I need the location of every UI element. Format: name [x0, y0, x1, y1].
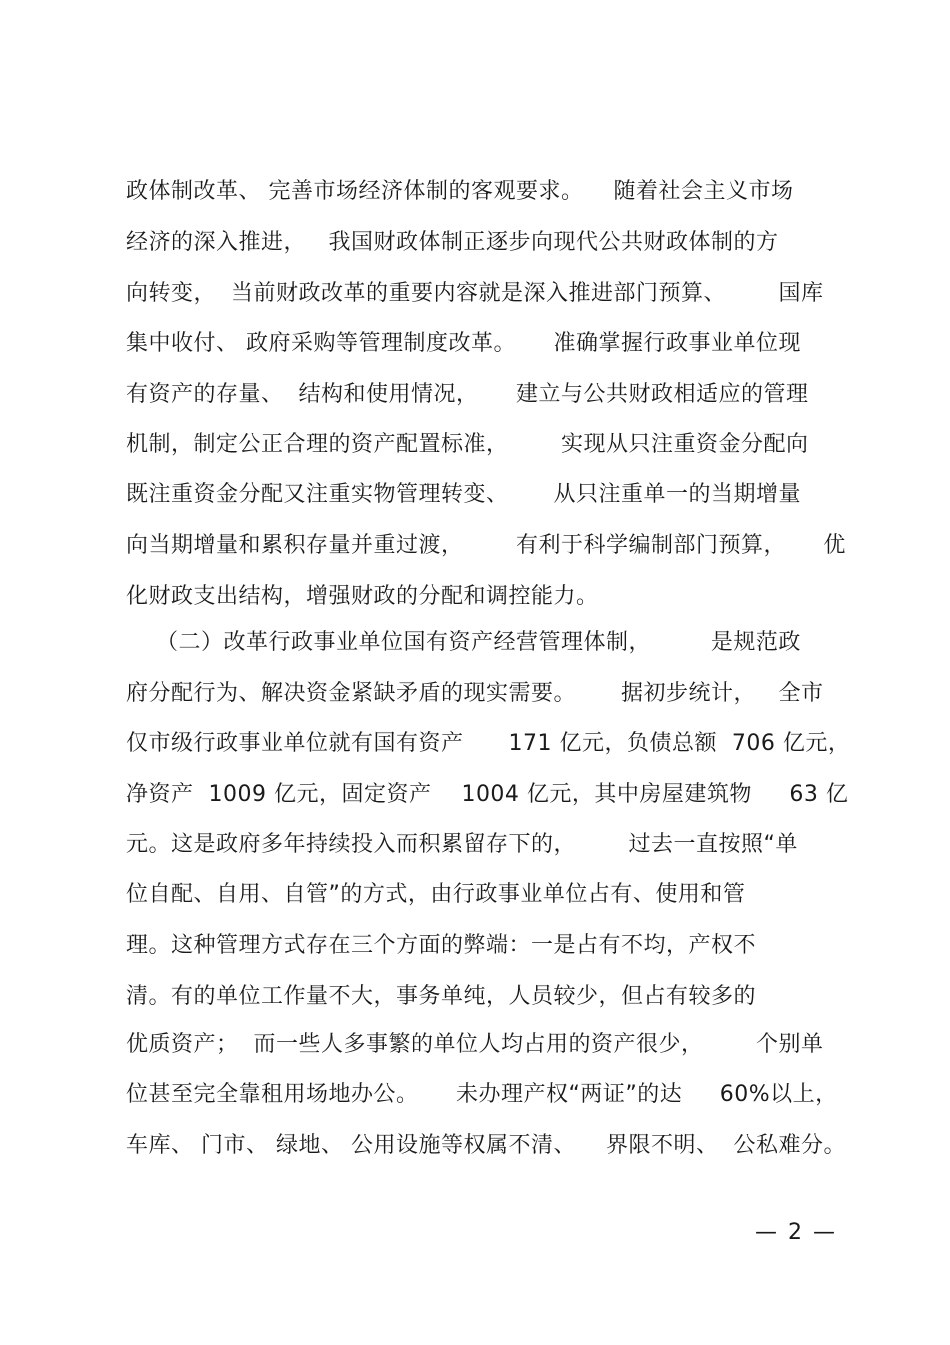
paragraph-heading-line: （二）改革行政事业单位国有资产经营管理体制， 是规范政 [126, 630, 801, 655]
text-line: 向转变， 当前财政改革的重要内容就是深入推进部门预算、 国库 [126, 281, 824, 306]
text-line: 府分配行为、解决资金紧缺矛盾的现实需要。 据初步统计， 全市 [126, 681, 824, 706]
text-line: 政体制改革、 完善市场经济体制的客观要求。 随着社会主义市场 [126, 179, 794, 204]
text-line: 集中收付、 政府采购等管理制度改革。 准确掌握行政事业单位现 [126, 331, 801, 356]
text-line: 既注重资金分配又注重实物管理转变、 从只注重单一的当期增量 [126, 482, 801, 507]
text-line: 位自配、自用、自管”的方式，由行政事业单位占有、使用和管 [126, 882, 746, 907]
text-line: 清。有的单位工作量不大，事务单纯，人员较少，但占有较多的 [126, 984, 757, 1009]
text-line: 有资产的存量、 结构和使用情况， 建立与公共财政相适应的管理 [126, 382, 809, 407]
text-line: 仅市级行政事业单位就有国有资产 171 亿元，负债总额 706 亿元， [126, 731, 851, 756]
text-line: 经济的深入推进， 我国财政体制正逐步向现代公共财政体制的方 [126, 230, 779, 255]
text-line: 车库、 门市、 绿地、 公用设施等权属不清、 界限不明、 公私难分。 [126, 1133, 846, 1158]
text-line: 理。这种管理方式存在三个方面的弊端：一是占有不均，产权不 [126, 933, 757, 958]
text-line: 机制，制定公正合理的资产配置标准， 实现从只注重资金分配向 [126, 432, 809, 457]
text-line: 向当期增量和累积存量并重过渡， 有利于科学编制部门预算， 优 [126, 533, 846, 558]
text-line: 净资产 1009 亿元，固定资产 1004 亿元，其中房屋建筑物 63 亿 [126, 782, 849, 807]
page-number: — 2 — [755, 1220, 837, 1245]
text-line: 元。这是政府多年持续投入而积累留存下的， 过去一直按照“单 [126, 832, 798, 857]
text-line: 位甚至完全靠租用场地办公。 未办理产权“两证”的达 60%以上， [126, 1082, 838, 1107]
text-line: 优质资产； 而一些人多事繁的单位人均占用的资产很少， 个别单 [126, 1032, 824, 1057]
text-line: 化财政支出结构，增强财政的分配和调控能力。 [126, 584, 599, 609]
